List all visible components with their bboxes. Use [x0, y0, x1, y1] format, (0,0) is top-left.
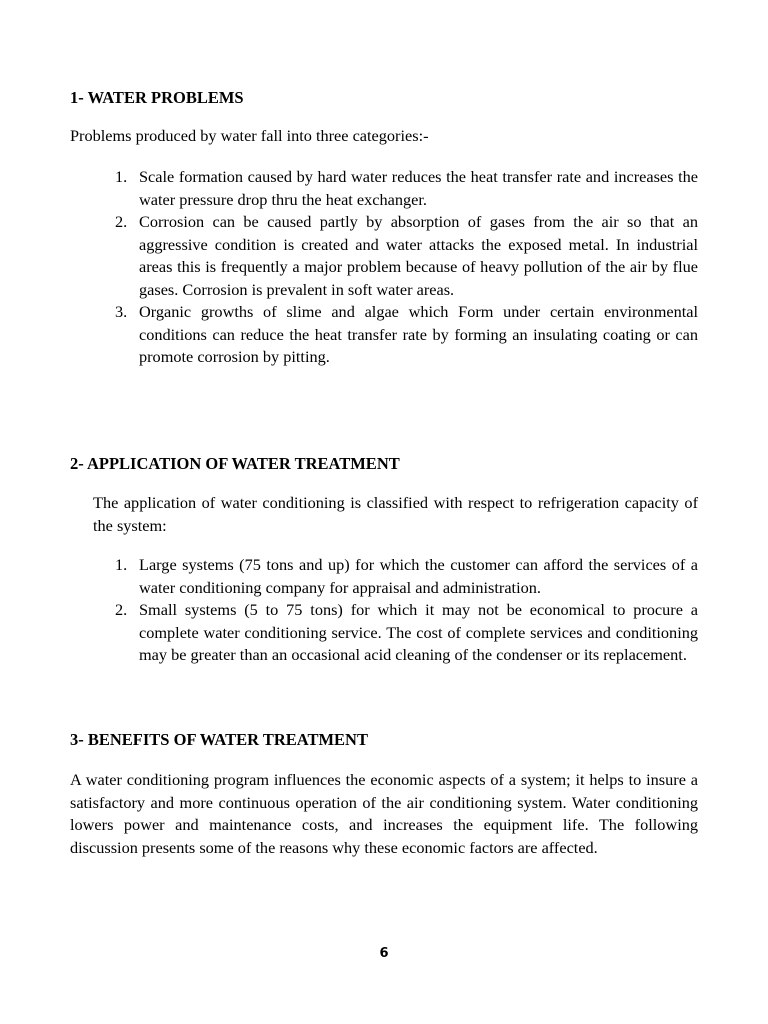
section-1-intro: Problems produced by water fall into three categories:-: [70, 126, 429, 145]
section-1-heading: 1- WATER PROBLEMS: [70, 88, 244, 107]
list-item: [115, 599, 698, 667]
list-item: [115, 554, 698, 599]
list-item: [115, 301, 698, 369]
list-item-text: Small systems (5 to 75 tons) for which it may not be economical to procure a complete water conditioning service. The cost of complete services and conditioning may be greater than an occasional acid cleaning of the condenser or its replacement.: [139, 600, 698, 664]
section-2-list: [115, 554, 698, 667]
list-item-text: Large systems (75 tons and up) for which the customer can afford the services of a water conditioning company for appraisal and administration.: [139, 555, 698, 597]
list-item-text: Corrosion can be caused partly by absorption of gases from the air so that an aggressive condition is created and water attacks the exposed metal. In industrial areas this is frequently a major problem because of heavy pollution of the air by flue gases. Corrosion is prevalent in soft water areas.: [139, 212, 698, 299]
section-1-list: [115, 166, 698, 369]
list-item-number: 3.: [115, 302, 128, 321]
list-item-number: 1.: [115, 167, 128, 186]
list-item: [115, 211, 698, 301]
page-number: 6: [379, 946, 389, 961]
list-item-number: 2.: [115, 212, 128, 231]
list-item-text: Organic growths of slime and algae which Form under certain environmental conditions can reduce the heat transfer rate by forming an insulating coating or can promote corrosion by pitting.: [139, 302, 698, 366]
list-item-text: Scale formation caused by hard water reduces the heat transfer rate and increases the water pressure drop thru the heat exchanger.: [139, 167, 698, 209]
section-2-heading: 2- APPLICATION OF WATER TREATMENT: [70, 454, 400, 473]
section-3-body: A water conditioning program influences the economic aspects of a system; it helps to insure a satisfactory and more continuous operation of the air conditioning system. Water conditioning lowers power and maintenance costs, and increases the equipment life. The following discussion presents some of the reasons why these economic factors are affected.: [70, 770, 698, 857]
list-item-number: 1.: [115, 555, 128, 574]
list-item: [115, 166, 698, 211]
section-2-intro: The application of water conditioning is classified with respect to refrigeration capacity of the system:: [93, 493, 698, 535]
section-3-heading: 3- BENEFITS OF WATER TREATMENT: [70, 730, 368, 749]
list-item-number: 2.: [115, 600, 128, 619]
